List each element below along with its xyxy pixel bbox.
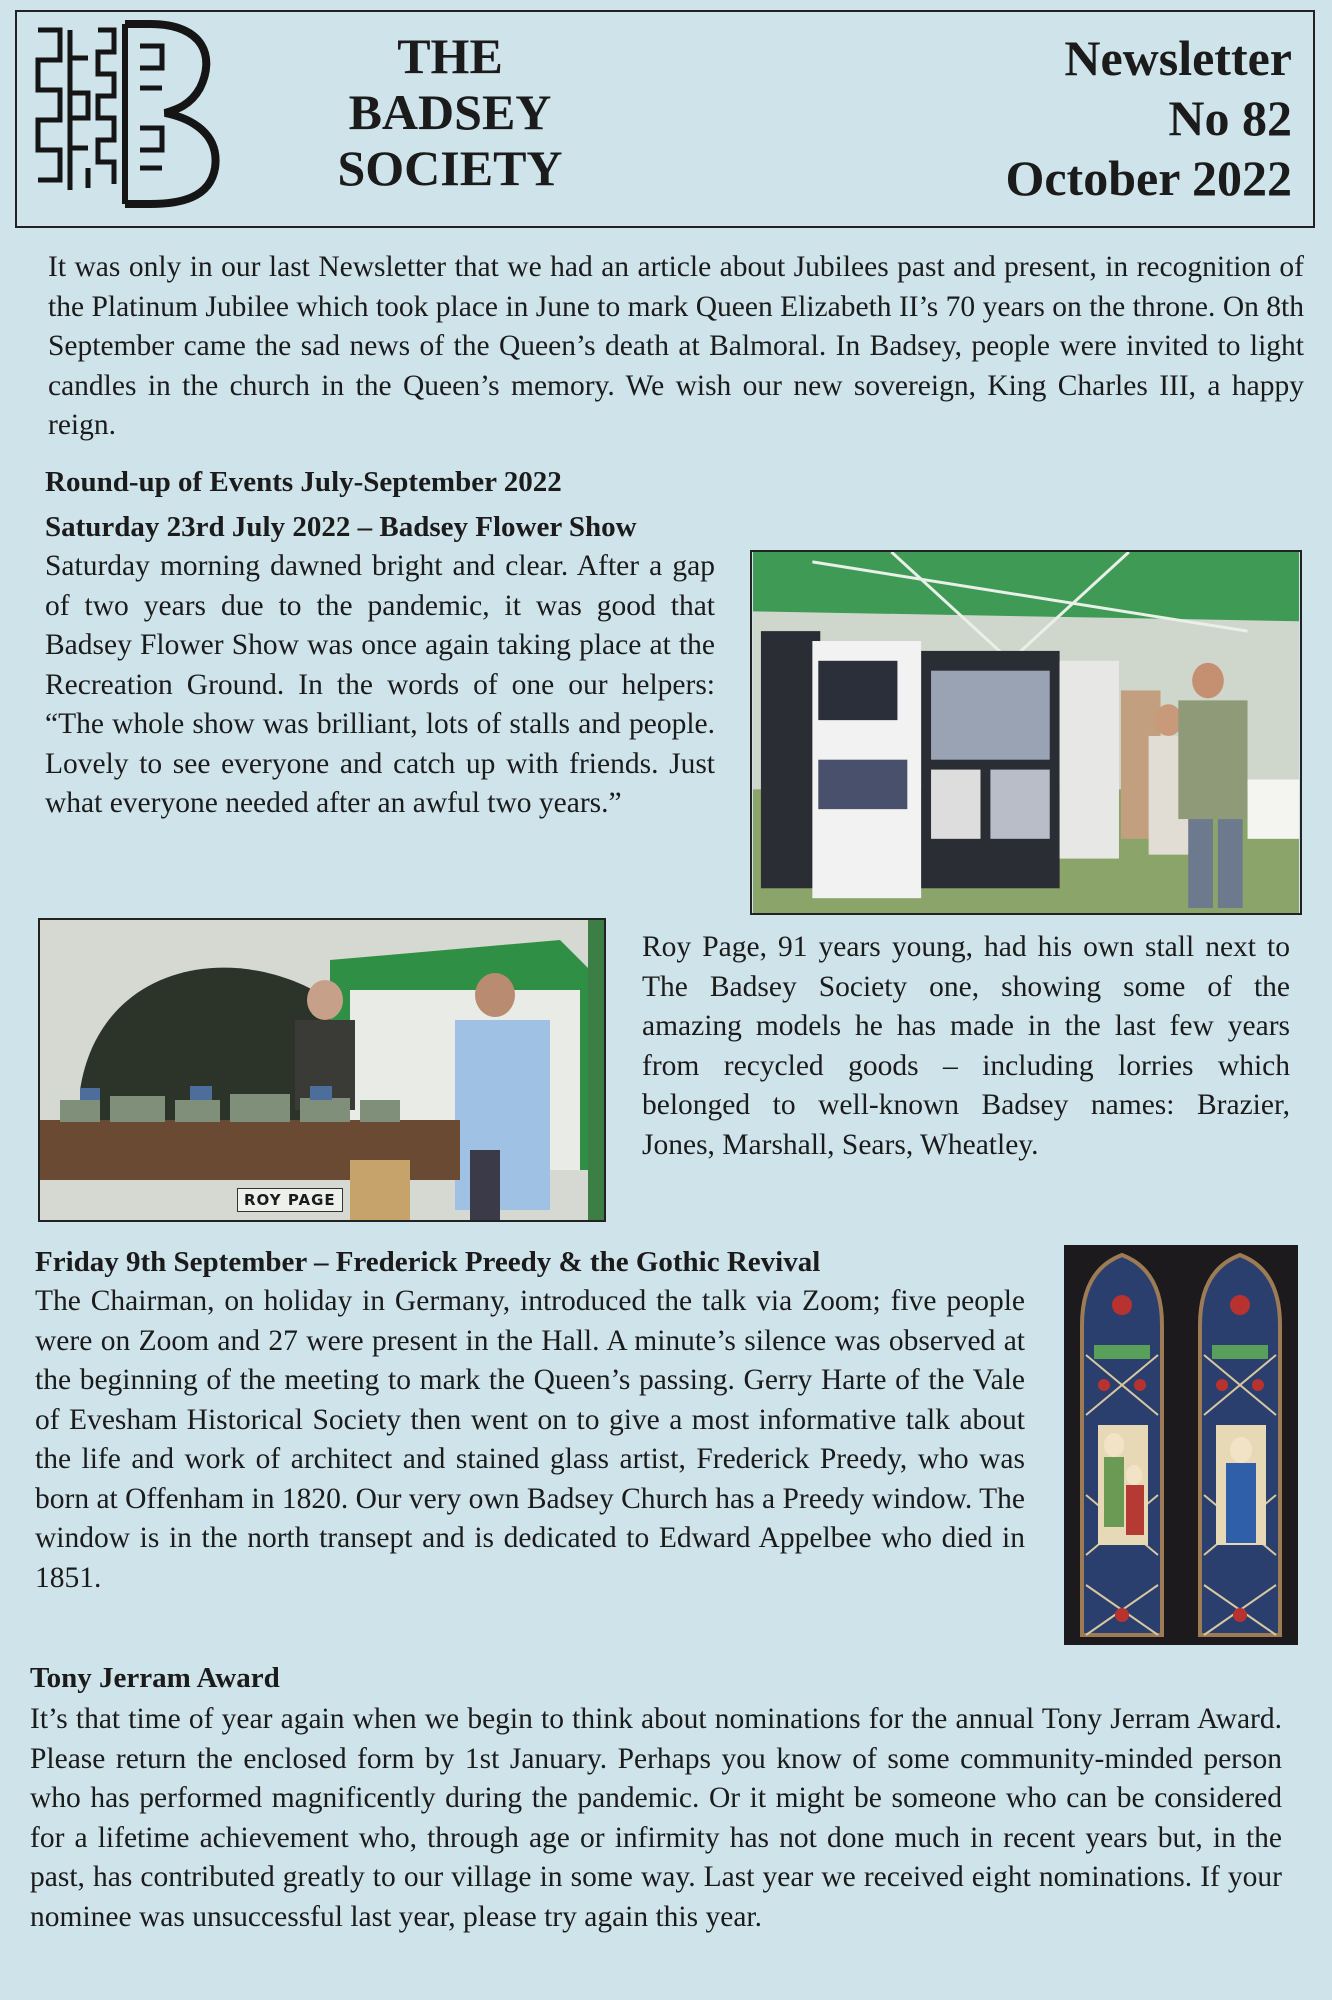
roy-page-sign: ROY PAGE <box>237 1188 343 1212</box>
flower-show-stall-photo <box>750 550 1302 915</box>
preedy-stained-glass-window-photo <box>1064 1245 1298 1645</box>
society-title-line1: THE <box>397 28 503 84</box>
flower-show-heading: Saturday 23rd July 2022 – Badsey Flower Show <box>45 511 637 543</box>
preedy-heading: Friday 9th September – Frederick Preedy & the Gothic Revival <box>35 1246 821 1278</box>
logo-side-text: BADSEY SOCIETY <box>30 18 39 19</box>
roy-page-paragraph: Roy Page, 91 years young, had his own stall next to The Badsey Society one, showing some of the amazing models he has made in the last few years from recycled goods – including lorries which belonged to well-known Badsey names: Brazier, Jones, Marshall, Sears, Wheatley. <box>642 931 1290 1161</box>
intro-paragraph: It was only in our last Newsletter that we had an article about Jubilees past and present, in recognition of the Platinum Jubilee which took place in June to mark Queen Elizabeth II’s 70 years on the throne. On 8th September came the sad news of the Queen’s death at Balmoral. In Badsey, people were invited to light candles in the church in the Queen’s memory. We wish our new sovereign, King Charles III, a happy reign. <box>48 251 1304 441</box>
badsey-society-logo <box>30 18 225 208</box>
award-paragraph: It’s that time of year again when we begin to think about nominations for the annual Tony Jerram Award. Please return the enclosed form by 1st January. Perhaps you know of some community-minded person who has performed magnificently during the pandemic. Or it might be someone who can be considered for a lifetime achievement who, through age or infirmity has not done much in recent years but, in the past, has contributed greatly to our village in some way. Last year we received eight nominations. If your nominee was unsuccessful last year, please try again this year. <box>30 1703 1282 1933</box>
award-heading: Tony Jerram Award <box>30 1662 280 1694</box>
preedy-paragraph: The Chairman, on holiday in Germany, introduced the talk via Zoom; five people were on Zoom and 27 were present in the Hall. A minute’s silence was observed at the beginning of the meeting to mark the Queen’s passing. Gerry Harte of the Vale of Evesham Historical Society then went on to give a most informative talk about the life and work of architect and stained glass artist, Frederick Preedy, who was born at Offenham in 1820. Our very own Badsey Church has a Preedy window. The window is in the north transept and is dedicated to Edward Appelbee who died in 1851. <box>35 1285 1025 1594</box>
roundup-heading: Round-up of Events July-September 2022 <box>45 466 562 498</box>
roy-page-stall-photo <box>38 918 606 1222</box>
society-title-line2: BADSEY <box>348 84 552 140</box>
issue-number: No 82 <box>1168 90 1292 146</box>
society-title-line3: SOCIETY <box>337 140 563 196</box>
issue-date: October 2022 <box>1005 150 1292 206</box>
society-title <box>290 28 610 196</box>
newsletter-info <box>872 28 1292 208</box>
flower-show-paragraph: Saturday morning dawned bright and clear. After a gap of two years due to the pandemic, it was good that Badsey Flower Show was once again taking place at the Recreation Ground. In the words of one our helpers: “The whole show was brilliant, lots of stalls and people. Lovely to see everyone and catch up with friends. Just what everyone needed after an awful two years.” <box>45 550 715 819</box>
newsletter-label: Newsletter <box>1064 30 1292 86</box>
roy-page-photo-image <box>40 920 606 1222</box>
